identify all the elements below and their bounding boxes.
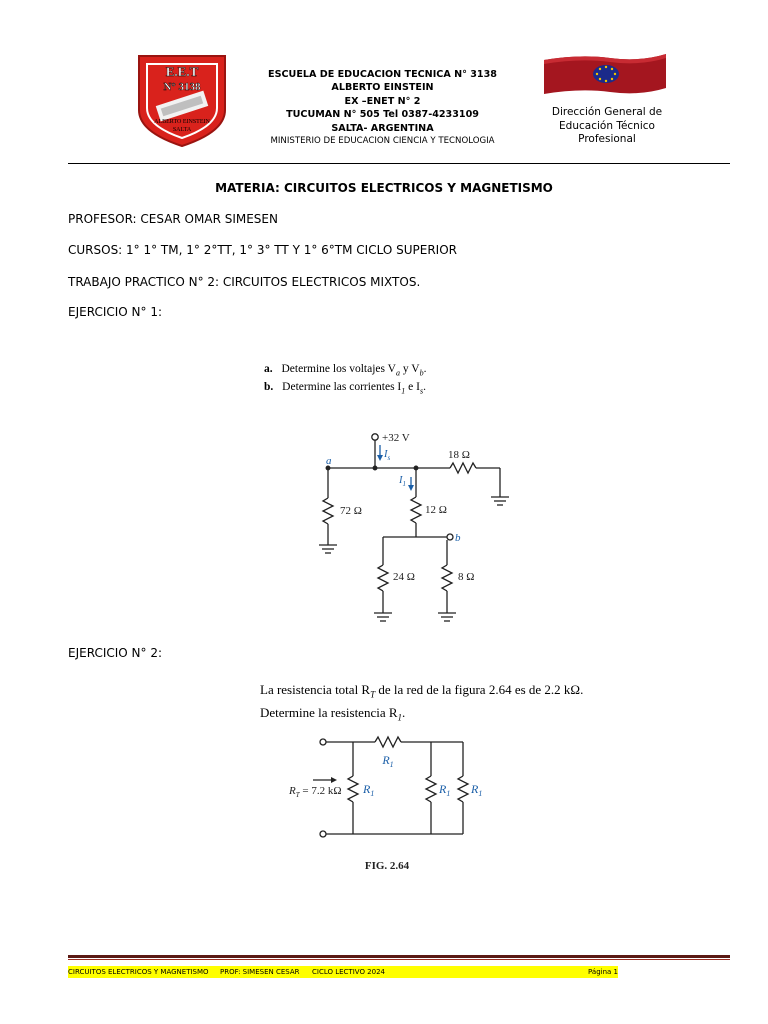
ex2-shunt1-label: $R_1$: [363, 782, 375, 798]
ex1-item-a-end: .: [423, 363, 427, 375]
footer-prof: PROF: SIMESEN CESAR: [220, 968, 300, 976]
dgetp-line-1: Dirección General de: [551, 106, 663, 118]
ex1-item-b-end: .: [423, 381, 426, 394]
logo-line3: ALBERTO EINSTEIN: [154, 119, 210, 125]
ex2-fig-caption: FIG. 2.64: [364, 860, 410, 872]
ex1-node-a-label: a: [326, 455, 332, 467]
ex1-resistor-8: [442, 565, 452, 591]
logo-line2: N° 3138: [163, 81, 201, 93]
ex2-shunt2-label: $R_1$: [439, 782, 451, 798]
ex1-item-a-mid: y V: [399, 363, 420, 375]
school-info: [250, 68, 515, 148]
ex2-resistor-shunt-1: [348, 776, 358, 802]
ex1-ground-2: [319, 545, 337, 553]
school-line-5: SALTA- ARGENTINA: [331, 122, 434, 134]
ex2-shunt3-label: $R_1$: [471, 782, 483, 798]
ex1-circuit: [300, 425, 530, 630]
ex1-ground-3: [374, 613, 392, 621]
ex1-statement: [264, 362, 426, 399]
ex1-r12-label: 12 Ω: [425, 504, 447, 516]
ministry-line: MINISTERIO DE EDUCACION CIENCIA Y TECNOLOGIA: [270, 136, 495, 147]
ex1-item-b-sub2: s: [419, 386, 424, 396]
ex1-r8-label: 8 Ω: [458, 571, 475, 583]
ex2-terminal-top: [320, 739, 326, 745]
ex1-r18-label: 18 Ω: [448, 449, 470, 461]
ex1-i1-label: $I_1$: [399, 475, 406, 488]
ex2-terminal-bottom: [320, 831, 326, 837]
ex2-resistor-series: [375, 737, 401, 747]
ex1-is-label: $I_s$: [384, 449, 391, 462]
footer-rule-light: [68, 959, 730, 960]
profesor-line: PROFESOR: CESAR OMAR SIMESEN: [68, 212, 278, 226]
ex1-item-b-text: Determine las corrientes I: [282, 381, 402, 394]
ex1-item-a-label: a.: [264, 363, 273, 375]
footer-bar: [68, 966, 618, 978]
ex2-line1: La resistencia total $R_T$ de la red de la figura 2.64 es de 2.2 kΩ.: [260, 682, 584, 700]
logo-line1: E.E.T: [165, 64, 199, 79]
ex1-resistor-72: [323, 498, 333, 524]
footer-ciclo: CICLO LECTIVO 2024: [312, 968, 385, 976]
ex1-item-a-sub2: b: [419, 368, 424, 378]
ex2-resistor-shunt-3: [458, 776, 468, 802]
ex1-item-a-text: Determine los voltajes V: [281, 363, 396, 375]
ejercicio-1-heading: EJERCICIO N° 1:: [68, 305, 163, 319]
ex1-node-b-terminal: [447, 534, 453, 540]
ex1-resistor-24: [378, 565, 388, 591]
ex1-r24-label: 24 Ω: [393, 571, 415, 583]
ex1-item-b-sub1: 1: [401, 386, 406, 396]
ex1-item-b-label: b.: [264, 381, 274, 394]
dgetp-text: [548, 106, 666, 147]
ex2-statement: [260, 681, 583, 726]
ex1-ground-1: [491, 497, 509, 505]
school-line-3: EX –ENET N° 2: [344, 95, 421, 107]
school-line-2: ALBERTO EINSTEIN: [331, 82, 434, 94]
footer-materia: CIRCUITOS ELECTRICOS Y MAGNETISMO: [68, 968, 209, 976]
dgetp-line-2: Educación Técnico: [559, 119, 655, 132]
ex1-item-a: [264, 362, 426, 380]
ejercicio-2-heading: EJERCICIO N° 2:: [68, 646, 163, 660]
footer-page: Página 1: [588, 968, 618, 976]
ex2-circuit: [285, 732, 485, 877]
ex1-resistor-12: [411, 497, 421, 523]
logo-line4: SALTA: [172, 127, 192, 133]
ex1-item-b-mid: e I: [405, 381, 420, 394]
school-line-1: ESCUELA DE EDUCACION TECNICA N° 3138: [268, 69, 497, 80]
trabajo-line: TRABAJO PRACTICO N° 2: CIRCUITOS ELECTRICOS MIXTOS.: [68, 275, 421, 289]
ex1-supply-terminal: [372, 434, 378, 440]
ex1-supply-label: +32 V: [382, 432, 410, 444]
ex1-node-b-label: b: [455, 532, 461, 544]
school-logo: [133, 52, 231, 148]
dgetp-line-3: Profesional: [578, 133, 636, 145]
ex2-rt-label: $R_T = 7.2$ kΩ: [289, 785, 342, 799]
school-line-4: TUCUMAN N° 505 Tel 0387-4233109: [286, 109, 479, 121]
dgetp-flag-logo: [540, 52, 670, 98]
ex1-junction-dot: [373, 466, 377, 470]
materia-title: MATERIA: CIRCUITOS ELECTRICOS Y MAGNETISMO: [215, 181, 553, 195]
ex2-series-r1-label: $R_1$: [382, 753, 394, 769]
ex2-resistor-shunt-2: [426, 776, 436, 802]
ex1-resistor-18: [450, 463, 476, 473]
ex1-item-b: [264, 380, 426, 398]
ex2-line2: Determine la resistencia $R_1$.: [260, 704, 406, 723]
ex1-r72-label: 72 Ω: [340, 505, 362, 517]
ex1-item-a-sub1: a: [395, 368, 400, 378]
header-divider: [68, 163, 730, 164]
ex1-ground-4: [438, 613, 456, 621]
cursos-line: CURSOS: 1° 1° TM, 1° 2°TT, 1° 3° TT Y 1° 6°TM CICLO SUPERIOR: [68, 243, 457, 257]
footer-rule-dark: [68, 955, 730, 958]
